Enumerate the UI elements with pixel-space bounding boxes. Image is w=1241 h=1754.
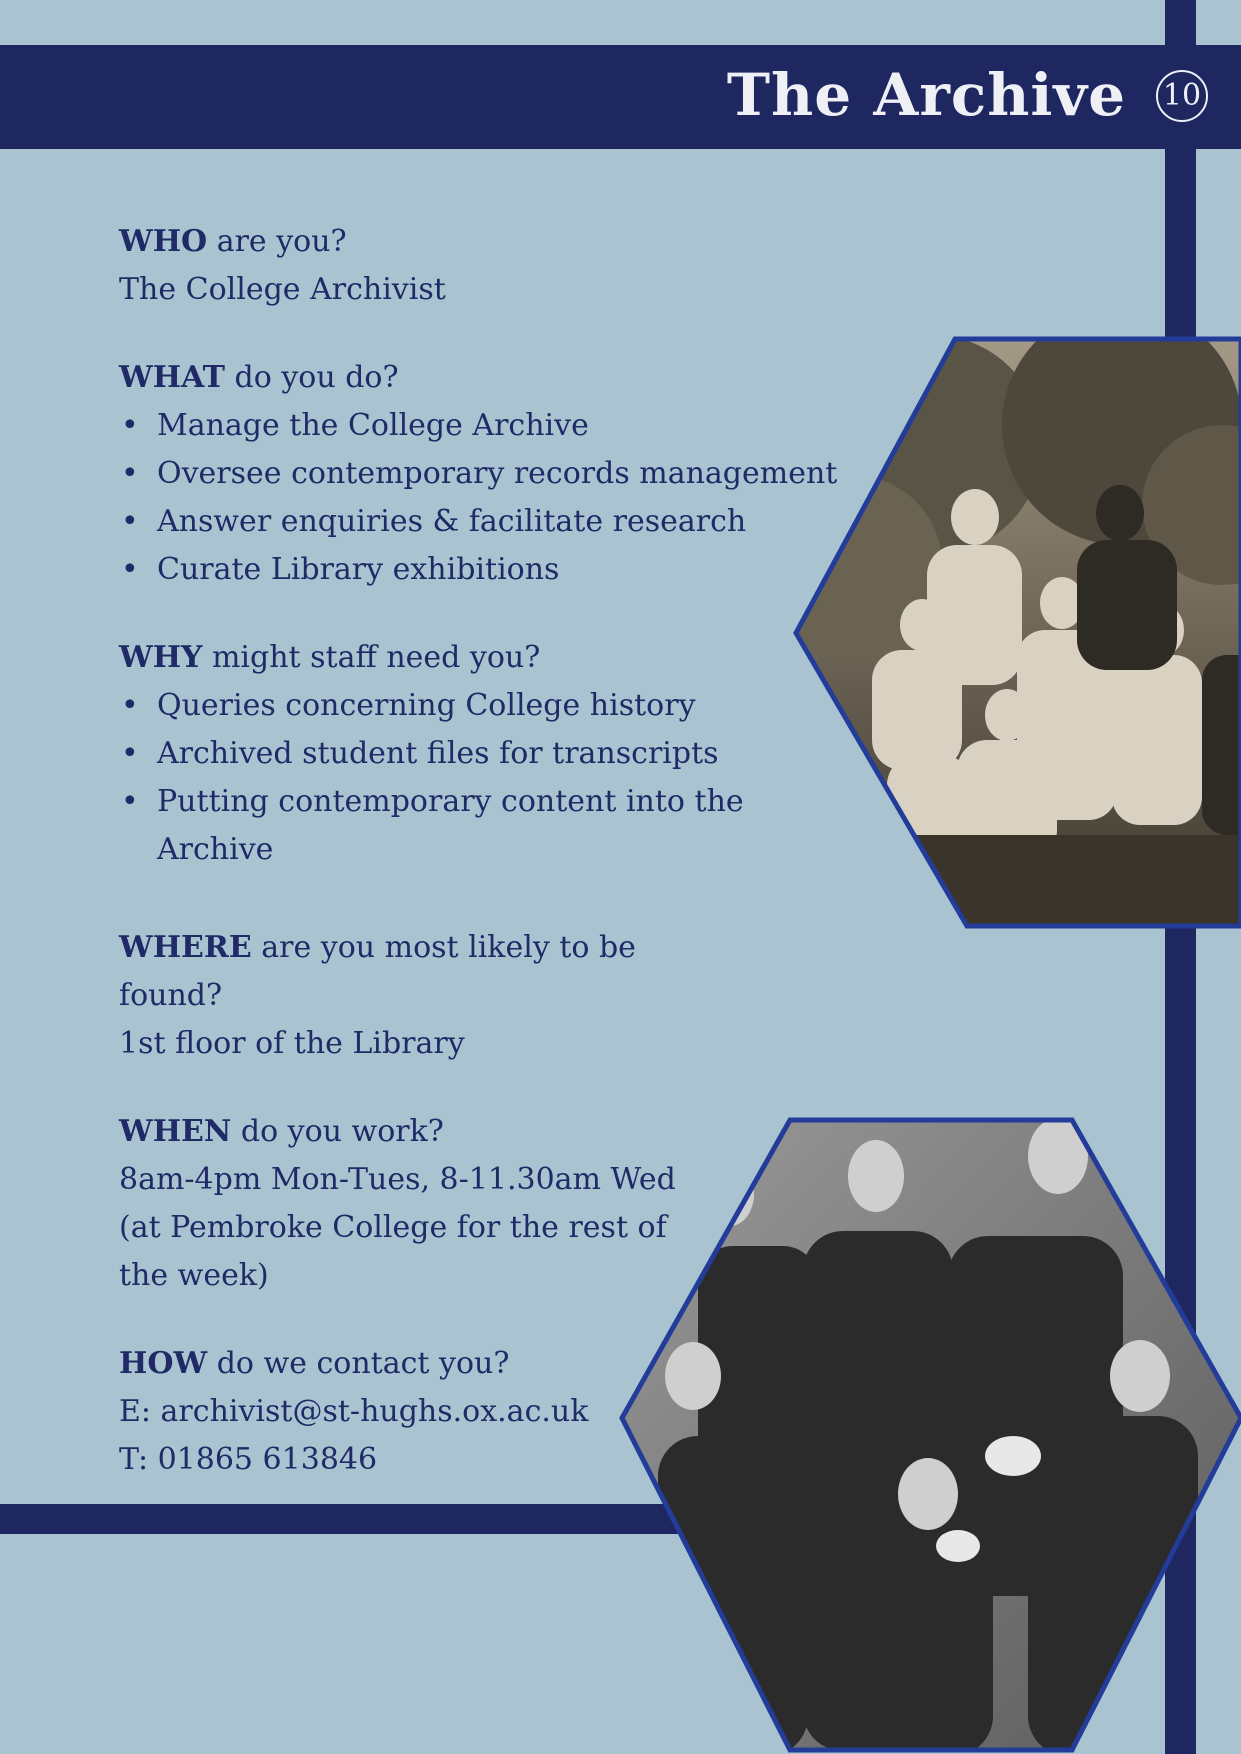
when-question: WHEN do you work? (119, 1114, 444, 1149)
list-item: • Archived student files for transcripts (119, 730, 819, 778)
when-line: (at Pembroke College for the rest of (119, 1210, 667, 1245)
page-title: The Archive (726, 61, 1126, 129)
why-list (119, 682, 819, 874)
section-what (119, 354, 838, 594)
what-question: WHAT do you do? (119, 360, 399, 395)
photo-victorian-women (618, 1116, 1241, 1754)
list-item: • Manage the College Archive (119, 402, 819, 450)
phone-contact: T: 01865 613846 (119, 1442, 378, 1477)
who-question: WHO are you? (119, 224, 347, 259)
where-answer: 1st floor of the Library (119, 1026, 465, 1061)
when-line: 8am-4pm Mon-Tues, 8-11.30am Wed (119, 1162, 676, 1197)
section-where (119, 924, 819, 1068)
where-question: WHERE are you most likely to be (119, 930, 636, 965)
list-item: • Queries concerning College history (119, 682, 819, 730)
page-number-badge: 10 (1156, 70, 1208, 122)
list-item: • Oversee contemporary records management (119, 450, 819, 498)
how-question: HOW do we contact you? (119, 1346, 510, 1381)
list-item: • Curate Library exhibitions (119, 546, 819, 594)
section-why (119, 634, 819, 874)
email-contact: E: archivist@st-hughs.ox.ac.uk (119, 1394, 589, 1429)
list-item: • Putting contemporary content into the Archive (119, 778, 777, 874)
list-item: • Answer enquiries & facilitate research (119, 498, 819, 546)
who-answer: The College Archivist (119, 272, 446, 307)
where-question-cont: found? (119, 978, 223, 1013)
what-list (119, 402, 838, 594)
photo-women-garden (792, 335, 1241, 930)
header-banner (0, 45, 1241, 149)
section-who (119, 218, 819, 314)
when-line: the week) (119, 1258, 269, 1293)
why-question: WHY might staff need you? (119, 640, 541, 675)
